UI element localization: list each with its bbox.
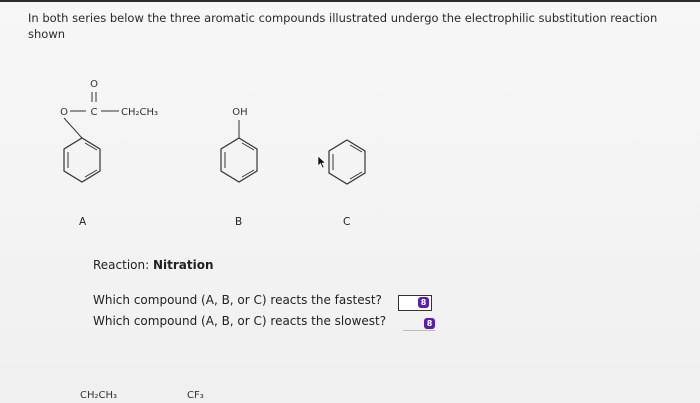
question-slowest: Which compound (A, B, or C) reacts the slowest? [93, 314, 387, 328]
carbonyl-c: C [90, 107, 98, 118]
hydroxyl-label: OH [232, 107, 248, 118]
compound-c-structure [329, 140, 365, 184]
arrow-cursor-icon [317, 155, 327, 169]
reaction-name: Nitration [153, 258, 214, 272]
reaction-prefix: Reaction: [93, 258, 150, 272]
reaction-line [93, 258, 214, 272]
next-series-fragment-right: CF₃ [187, 390, 204, 401]
ester-o: O [60, 107, 68, 118]
fastest-feedback-badge: 8 [418, 297, 429, 308]
compound-a-structure [60, 79, 158, 182]
compound-b-structure [221, 107, 257, 182]
ethyl-chain: CH₂CH₃ [121, 107, 159, 118]
compound-b-label: B [235, 216, 243, 228]
compound-c-label: C [343, 216, 351, 228]
intro-text: In both series below the three aromatic compounds illustrated undergo the electrophilic substitution reaction shown [28, 11, 658, 41]
question-fastest: Which compound (A, B, or C) reacts the fastest? [93, 293, 382, 307]
next-series-fragment-left: CH₂CH₃ [80, 390, 118, 401]
carbonyl-o: O [90, 79, 98, 90]
compound-a-label: A [79, 216, 87, 228]
slowest-feedback-badge: 8 [424, 318, 435, 329]
